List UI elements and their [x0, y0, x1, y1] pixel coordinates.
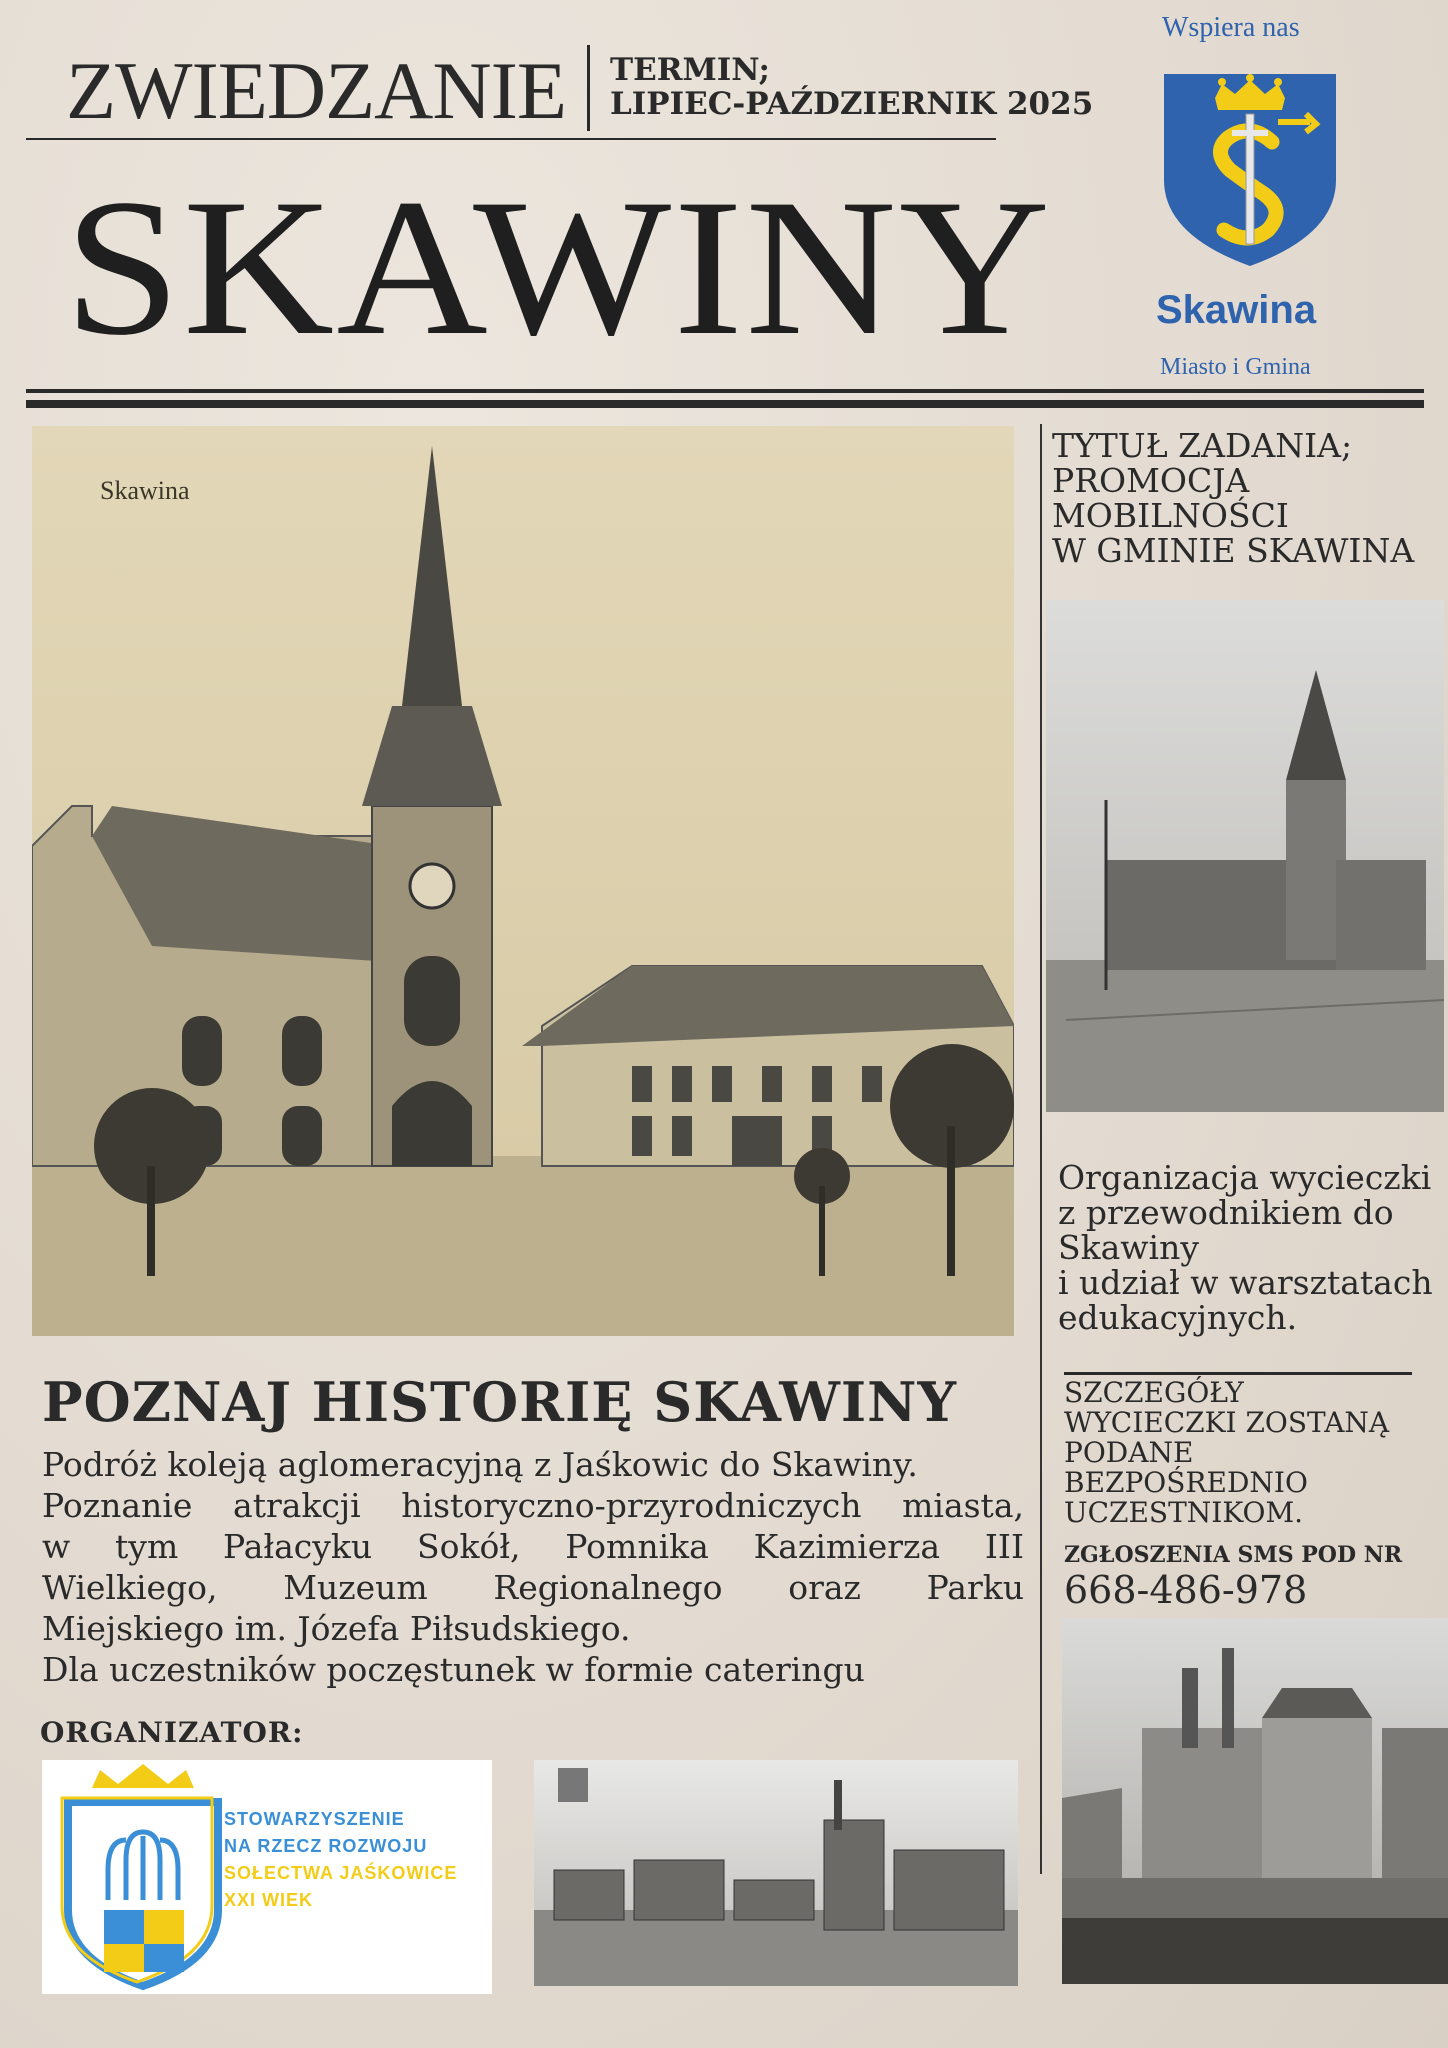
organizer-name-line: SOŁECTWA JAŚKOWICE [224, 1863, 458, 1883]
termin-label: TERMIN; [610, 52, 770, 88]
details-line: WYCIECZKI ZOSTANĄ [1064, 1406, 1390, 1439]
main-description [42, 1444, 1024, 1690]
organization-line: i udział w warsztatach [1058, 1263, 1433, 1302]
description-line: Podróż koleją aglomeracyjną z Jaśkowic do Skawiny. [42, 1445, 918, 1484]
header-zwiedzanie: ZWIEDZANIE [66, 45, 567, 136]
details-line: SZCZEGÓŁY [1064, 1376, 1244, 1409]
main-historic-photo [32, 426, 1014, 1336]
factory-photo [1062, 1618, 1448, 1984]
organizer-name-line: NA RZECZ ROZWOJU [224, 1836, 428, 1856]
termin-block [610, 53, 1093, 121]
details-line: PODANE [1064, 1436, 1194, 1469]
details-line: BEZPOŚREDNIO [1064, 1466, 1308, 1499]
header-rule [26, 138, 996, 140]
description-line: Miejskiego im. Józefa Piłsudskiego. [42, 1609, 631, 1648]
column-divider [1040, 424, 1042, 1874]
photo-caption: Skawina [100, 476, 190, 505]
details-rule [1064, 1372, 1412, 1375]
description-line: Dla uczestników poczęstunek w formie cateringu [42, 1650, 865, 1689]
details-line: UCZESTNIKOM. [1064, 1496, 1304, 1529]
header-double-rule-bottom [26, 400, 1424, 408]
organizer-label: ORGANIZATOR: [40, 1716, 304, 1749]
organizer-name-line: STOWARZYSZENIE [224, 1809, 405, 1829]
section-heading: POZNAJ HISTORIĘ SKAWINY [42, 1370, 958, 1434]
termin-value: LIPIEC-PAŹDZIERNIK 2025 [610, 86, 1094, 122]
church-photo [1046, 600, 1444, 1112]
organizer-logo [42, 1760, 492, 1994]
page-title: SKAWINY [64, 159, 1053, 376]
organizer-name [224, 1806, 457, 1914]
header-separator [587, 45, 590, 131]
organization-line: z przewodnikiem do [1058, 1193, 1394, 1232]
description-line: Poznanie atrakcji historyczno-przyrodniczych miasta, [42, 1486, 1024, 1525]
organization-line: edukacyjnych. [1058, 1298, 1298, 1337]
organizer-name-line: XXI WIEK [224, 1890, 314, 1910]
sponsor-subtitle: Miasto i Gmina [1160, 354, 1311, 380]
description-line: w tym Pałacyku Sokół, Pomnika Kazimierza III [42, 1527, 1024, 1566]
sponsor-name: Skawina [1156, 288, 1317, 332]
skawina-crest-icon [1160, 70, 1340, 270]
header-double-rule-top [26, 389, 1424, 393]
task-title-line: W GMINIE SKAWINA [1052, 531, 1415, 570]
task-title-line: TYTUŁ ZADANIA; [1052, 426, 1353, 465]
organization-description [1058, 1160, 1433, 1335]
task-title [1052, 428, 1414, 568]
task-title-line: MOBILNOŚCI [1052, 496, 1289, 535]
sponsor-label: Wspiera nas [1162, 12, 1300, 43]
details-note [1064, 1378, 1389, 1528]
phone-number[interactable]: 668-486-978 [1064, 1568, 1308, 1612]
town-panorama-photo [534, 1760, 1018, 1986]
task-title-line: PROMOCJA [1052, 461, 1250, 500]
description-line: Wielkiego, Muzeum Regionalnego oraz Parku [42, 1568, 1024, 1607]
organization-line: Organizacja wycieczki [1058, 1158, 1432, 1197]
sms-label: ZGŁOSZENIA SMS POD NR [1064, 1542, 1403, 1568]
organization-line: Skawiny [1058, 1228, 1199, 1267]
